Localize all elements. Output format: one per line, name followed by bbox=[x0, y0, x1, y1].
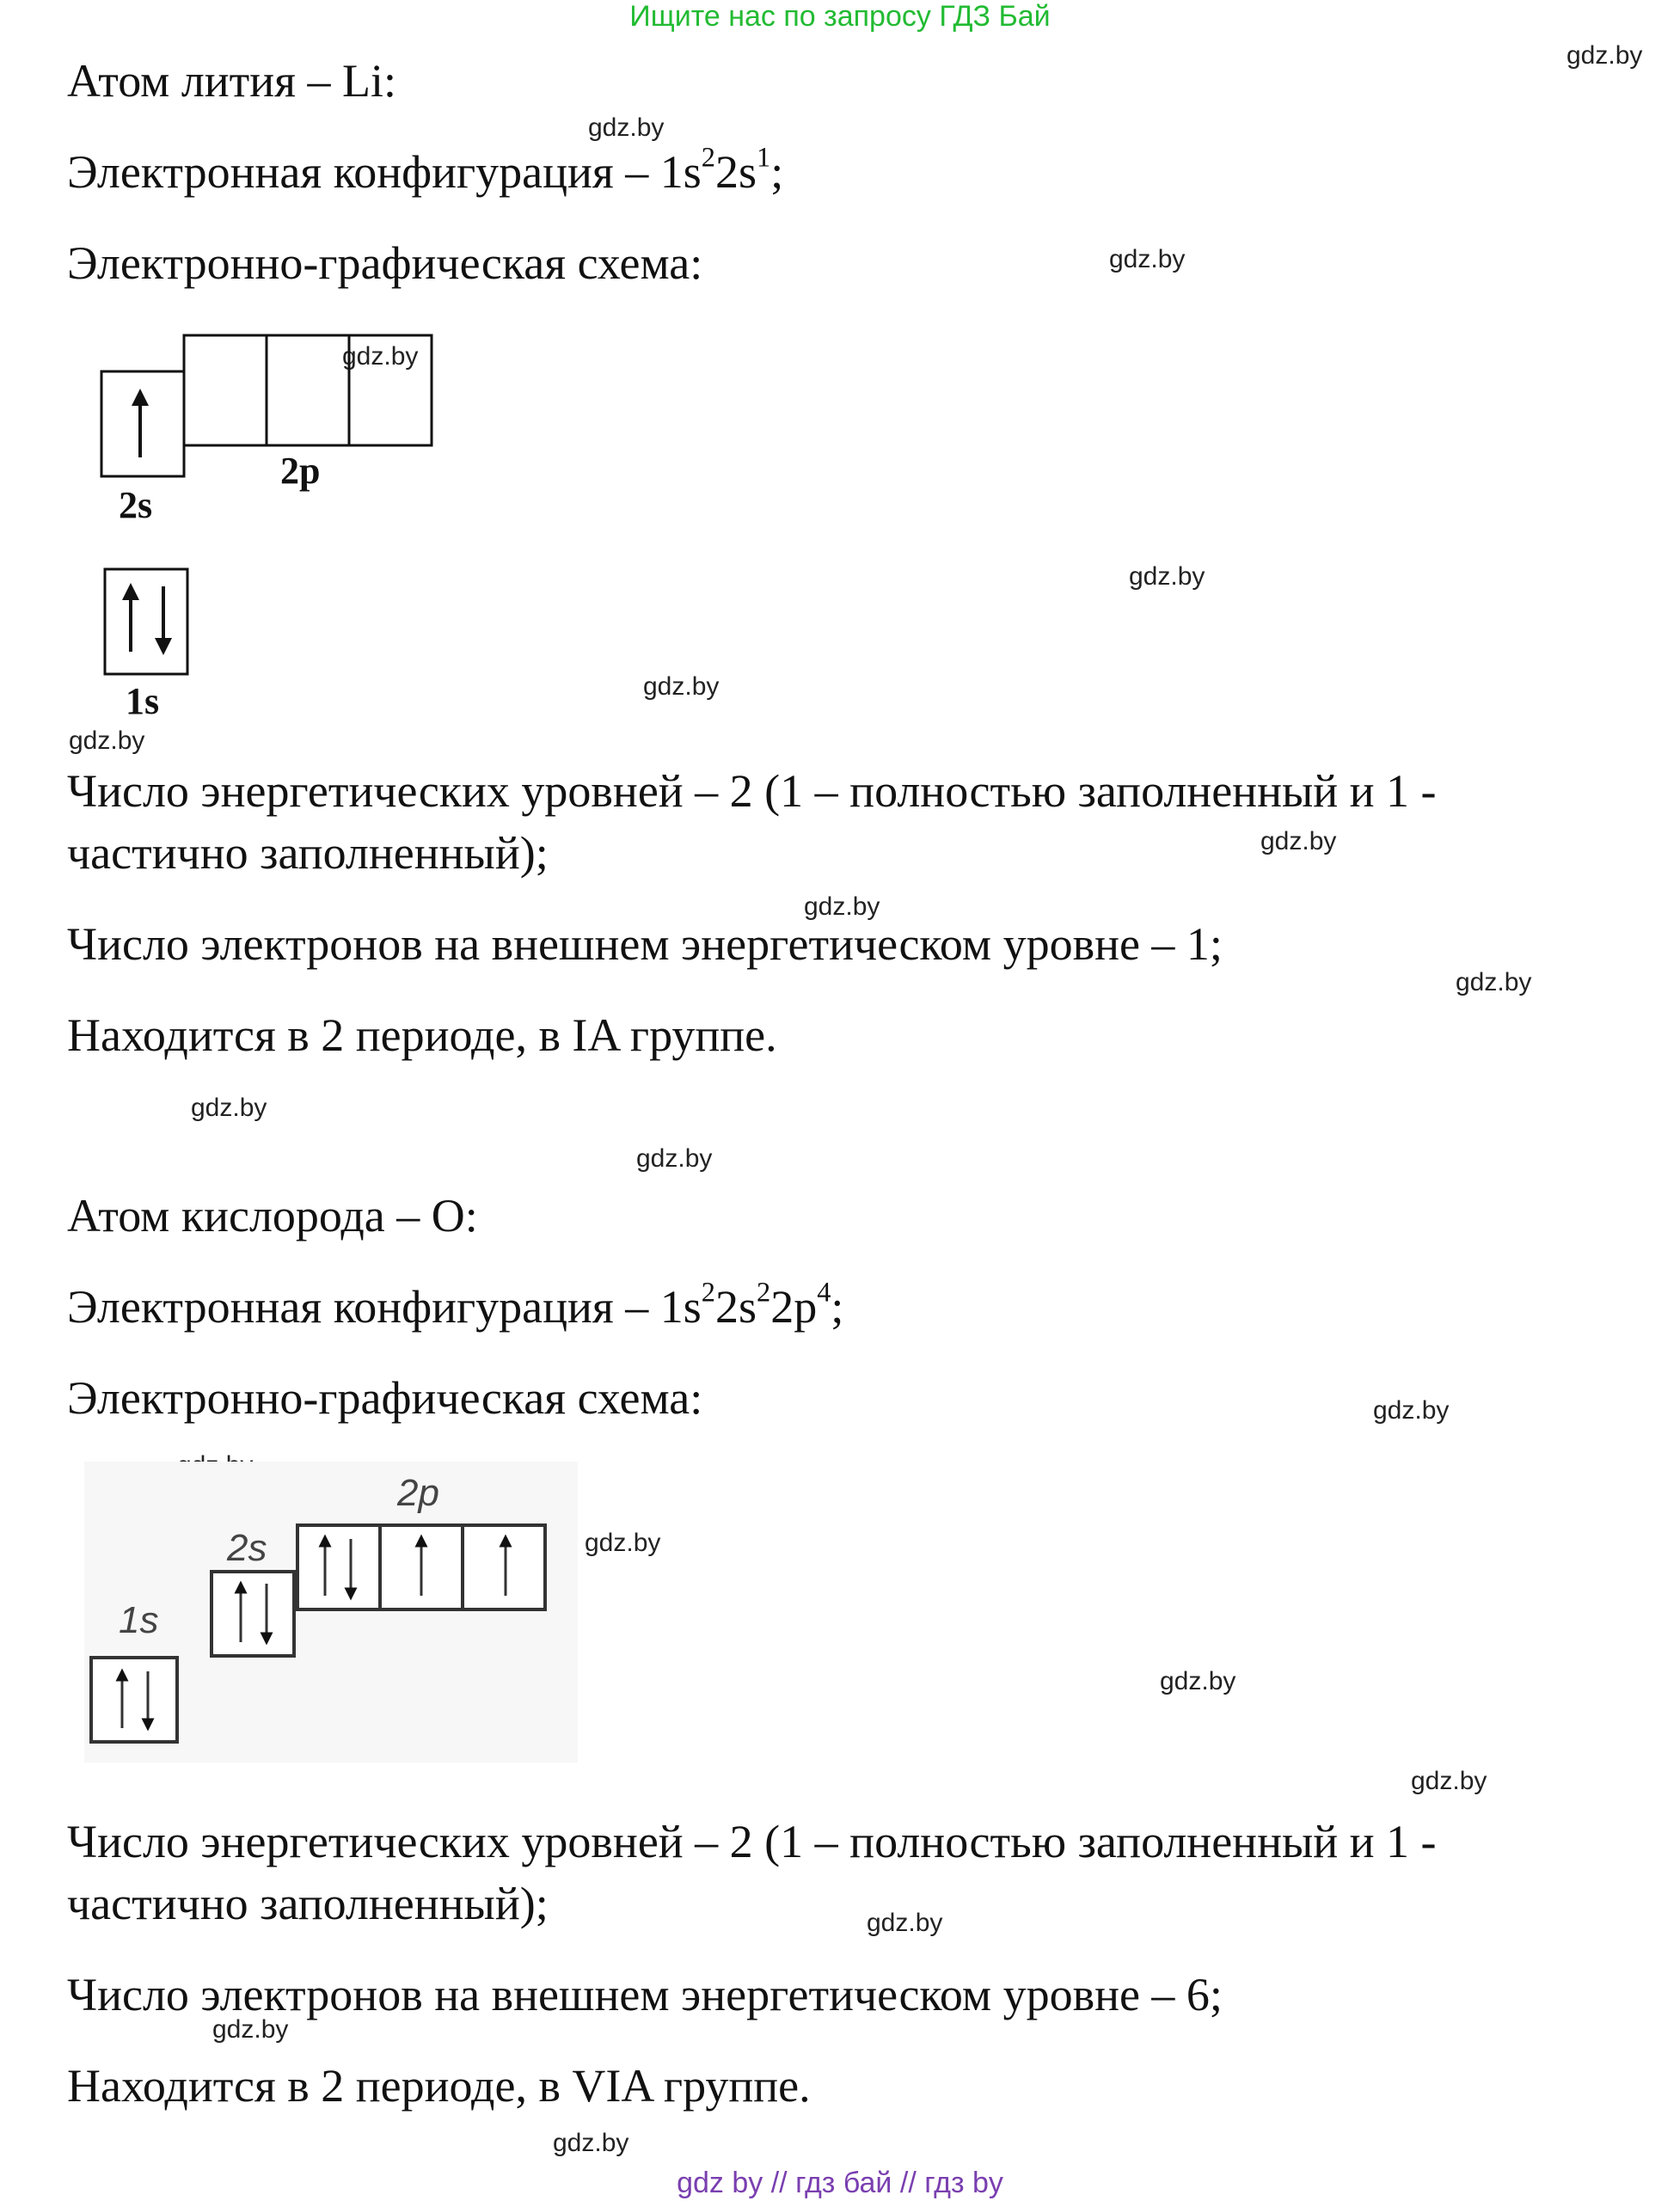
config-term: $1s^2$ bbox=[659, 1277, 715, 1333]
lithium-levels-line2: частично заполненный); bbox=[67, 827, 549, 879]
watermark: gdz.by bbox=[636, 1144, 713, 1173]
config-label: Электронная конфигурация – bbox=[67, 146, 660, 198]
orbital-box-2p bbox=[297, 1525, 380, 1609]
config-term: $2s^2$ bbox=[714, 1277, 771, 1333]
watermark: gdz.by bbox=[1109, 245, 1186, 273]
top-banner[interactable]: Ищите нас по запросу ГДЗ Бай bbox=[629, 0, 1051, 33]
watermark: gdz.by bbox=[553, 2129, 629, 2157]
watermark: gdz.by bbox=[69, 726, 145, 755]
config-term: $2s^1$ bbox=[714, 142, 771, 198]
sublevel-label-2p: 2p bbox=[280, 450, 321, 492]
watermark: gdz.by bbox=[342, 342, 419, 371]
sublevel-label-2s: 2s bbox=[119, 484, 153, 526]
lithium-outer-electrons: Число электронов на внешнем энергетическом уровне – 1; bbox=[67, 918, 1223, 970]
watermark: gdz.by bbox=[1567, 41, 1643, 70]
oxygen-outer-electrons: Число электронов на внешнем энергетическом уровне – 6; bbox=[67, 1969, 1223, 2020]
lithium-scheme-label: Электронно-графическая схема: bbox=[67, 237, 703, 289]
lithium-config-line: Электронная конфигурация – $1s^22s^1$; bbox=[67, 142, 784, 198]
config-label: Электронная конфигурация – bbox=[67, 1281, 660, 1333]
oxygen-heading: Атом кислорода – O: bbox=[67, 1190, 478, 1241]
watermark: gdz.by bbox=[643, 672, 720, 701]
watermark: gdz.by bbox=[867, 1909, 943, 1937]
orbital-box-2p bbox=[463, 1525, 545, 1609]
oxygen-levels-line2: частично заполненный); bbox=[67, 1878, 549, 1929]
sublevel-label-2p: 2p bbox=[397, 1472, 439, 1514]
bottom-link-gdz-bai[interactable]: гдз бай bbox=[795, 2167, 892, 2199]
watermark: gdz.by bbox=[585, 1529, 661, 1557]
lithium-position: Находится в 2 периоде, в IA группе. bbox=[67, 1009, 777, 1061]
watermark: gdz.by bbox=[1411, 1767, 1487, 1795]
bottom-link-gdz-by[interactable]: gdz by bbox=[677, 2167, 763, 2199]
sublevel-label-2s: 2s bbox=[227, 1527, 267, 1569]
config-term: $2p^4$ bbox=[770, 1277, 831, 1333]
lithium-heading: Атом лития – Li: bbox=[67, 55, 397, 107]
orbital-box-1s bbox=[91, 1658, 177, 1742]
watermark: gdz.by bbox=[1373, 1396, 1450, 1425]
lithium-levels-line1: Число энергетических уровней – 2 (1 – полностью заполненный и 1 - bbox=[67, 765, 1437, 817]
watermark: gdz.by bbox=[1260, 827, 1337, 855]
sublevel-label-1s: 1s bbox=[126, 680, 160, 722]
watermark: gdz.by bbox=[804, 892, 880, 921]
config-term: $1s^2$ bbox=[659, 142, 715, 198]
oxygen-levels-line1: Число энергетических уровней – 2 (1 – полностью заполненный и 1 - bbox=[67, 1816, 1437, 1867]
orbital-box-2s bbox=[212, 1572, 294, 1656]
watermark: gdz.by bbox=[191, 1094, 267, 1122]
watermark: gdz.by bbox=[1456, 968, 1532, 996]
oxygen-config-line: Электронная конфигурация – $1s^22s^22p^4$; bbox=[67, 1277, 844, 1333]
bottom-link-gdz-by-2[interactable]: гдз by bbox=[924, 2167, 1003, 2199]
oxygen-scheme-label: Электронно-графическая схема: bbox=[67, 1372, 703, 1424]
watermark: gdz.by bbox=[212, 2015, 289, 2044]
watermark: gdz.by bbox=[588, 113, 665, 142]
watermark: gdz.by bbox=[1129, 562, 1205, 591]
watermark: gdz.by bbox=[1160, 1667, 1236, 1695]
oxygen-position: Находится в 2 периоде, в VIA группе. bbox=[67, 2060, 811, 2112]
bottom-banner: gdz by // гдз бай // гдз by bbox=[677, 2167, 1003, 2199]
sublevel-label-1s: 1s bbox=[119, 1599, 159, 1641]
